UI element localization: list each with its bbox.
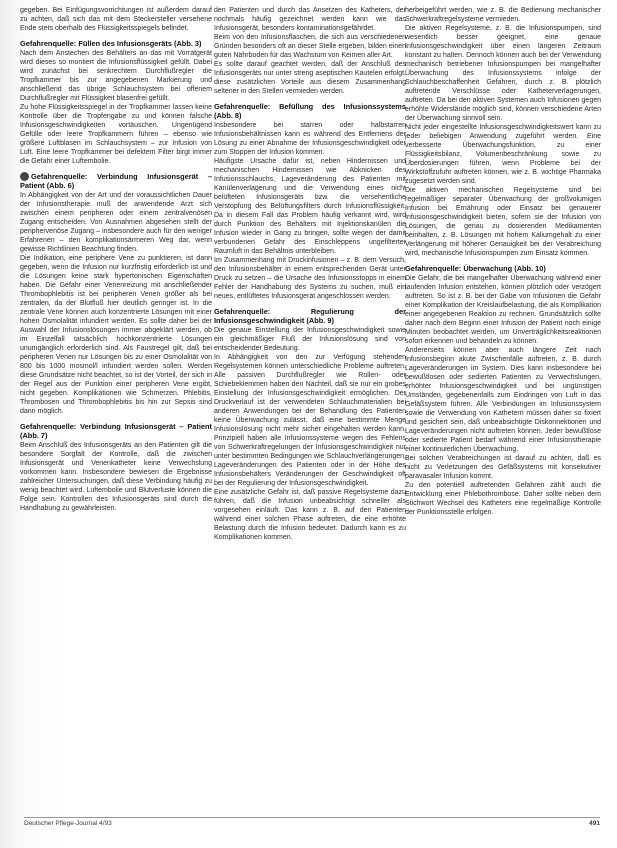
body-paragraph: In Abhängigkeit von der Art und der voraussichtlichen Dauer der Infusionstherapie muß der anwendende Arzt sich zwischen einem peripheren oder einem zentralvenösen Zugang entscheiden. Von Ausnahmen abgesehen stellt der periphervenöse Zugang – insbesondere auch für den weniger Erfahrenen – den komplikationsärmeren Weg dar, wenn gewisse Richtlinien Beachtung finden. — [20, 192, 212, 253]
section-heading-text: Gefahrenquelle: Verbindung Infusionsgerät – Patient (Abb. 6) — [20, 172, 212, 190]
body-paragraph: herbeigeführt werden, wie z. B. die Bedienung mechanischer Schwerkraftregelsysteme vermieden. — [405, 7, 601, 23]
section-heading — [405, 264, 601, 273]
body-paragraph: Beim Anschluß des Infusionsgeräts an den Patienten gilt die besondere Sorgfalt der Kontrolle, daß die zwischen Infusionsgerät und Venenkatheter keine Verwechslung vorkommen kann. Insbesondere bewiesen die Ergebnisse zahlreicher Untersuchungen, daß diese Verbindung häufig zu wenig beachtet wird. Luftembolie und Blutverluste können die Folge sein. Kontrollen des Infusionsgeräts sind durch die Handhabung zu gewährleisten. — [20, 442, 212, 512]
body-paragraph: Die Gefahr, die bei mangelhafter Überwachung während einer laufenden Infusion entstehen, können plötzlich oder verzögert auftreten. So ist z. B. bei der Gabe von Infusionen die Gefahr einer Komplikation der Kreislaufbelastung, die als Komplikation einer angegebenen Reaktion zu rechnen. Grundsätzlich sollte daher nach dem Beginn einer Infusion der Patient noch einige Minuten beobachtet werden, um Unverträglichkeitsreaktionen sofort erkennen und behandeln zu können. — [405, 275, 601, 345]
body-paragraph: den Patienten und durch das Ansetzen des Katheters, der nochmals häufig gezeichnet werden kann wie das Infusionsgerät, besonders kontaminationsgefährdet. — [214, 7, 406, 32]
section-heading — [20, 172, 212, 190]
text-column-middle — [214, 6, 406, 806]
footer-rule — [24, 817, 600, 818]
body-paragraph: Die Indikation, eine periphere Vene zu punktieren, ist dann gegeben, wenn die Infusion nur kurzfristig erforderlich ist und die Lösungen keine stark hypertonischen Eigenschaften haben. Die Gefahr einer Venenreizung mit anschließender Thrombophlebitis ist bei peripheren Venen größer als bei zentralen, da der Blutfluß hier deutlich geringer ist. In die zentrale Vene können auch konzentrierte Lösungen mit einer hohen Osmolalität infundiert werden. Es sollte daher bei der Auswahl der Infusionslösungen immer abgeklärt werden, ob im Einzelfall tatsächlich hochkonzentrierte Lösungen unumgänglich erforderlich sind. Als Faustregel gilt, daß bei peripheren Venen nur Lösungen bis zu einer Osmolalität von 800 bis 1000 mosmol/l infundiert werden sollen. Werden diese Grundsätze nicht beachtet, so ist der Vorteil, der sich in der Regel aus der Punktion einer peripheren Vene ergibt, nicht gegeben. Komplikationen wie Schmerzen, Phlebitis, Thrombosen und Thrombophlebitis bis hin zur Sepsis sind dann möglich. — [20, 255, 212, 415]
section-heading-text: Gefahrenquelle: Verbindung Infusionsgerät – Patient (Abb. 7) — [20, 422, 212, 440]
body-paragraph: Nach dem Anstechen des Behälters an das mit Vorratgerät wird dieses so montiert die Infusionsflüssigkeit gefüllt. Dabei wird zunächst bei senkrechtem Durchflußregler die Tropfkammer bis zur angegebenen Markierung und anschließend das übrige Schlauchsystem bei offenem Durchflußregler mit Flüssigkeit blasenfrei gefüllt. — [20, 50, 212, 102]
body-paragraph: Insbesondere bei starren oder halbstarren Infusionsbehältnissen kann es während des Entfernens der Lösung zu einer Abnahme der Infusionsgeschwindigkeit oder zum Stoppen der Infusion kommen. — [214, 122, 406, 156]
section-heading-text: Gefahrenquelle: Füllen des Infusionsgeräts (Abb. 3) — [20, 39, 202, 48]
body-paragraph: Zu den potentiell auftretenden Gefahren zählt auch die Entwicklung einer Phlebothrombose. Daher sollte neben dem Stichwort Wechsel des Katheters eine regelmäßige Kontrolle der Punktionsstelle erfolgen. — [405, 482, 601, 516]
page-footer — [24, 820, 600, 832]
body-paragraph: Eine zusätzliche Gefahr ist, daß passive Regelsysteme dazu führen, daß die Infusion unbeabsichtigt schneller als vorgesehen einläuft. Das kann z. B. auf den Patienten während einer solchen Phase auftreten, die eine erhöhte Belastung durch die Infusion bedeutet. Dadurch kann es zu Komplikationen kommen. — [214, 489, 406, 541]
body-paragraph: Beim von den Infusionsflaschen, die sich aus verschiedenen Gründen besonders oft an dieser Stelle ergeben, bilden einen guten Nährboden für das Wachstum von Keimen aller Art. — [214, 34, 406, 59]
section-heading-text: Gefahrenquelle: Regulierung der Infusionsgeschwindigkeit (Abb. 9) — [214, 307, 406, 325]
body-paragraph: Es sollte darauf geachtet werden, daß der Anschluß des Infusionsgeräts nur unter streng aseptischen Kautelen erfolgt, diese zusätzlichen Vorteile aus diesem Zusammenhang seltener in den Stellen vermieden werden. — [214, 61, 406, 95]
body-paragraph: Bei solchen Verabreichungen ist darauf zu achten, daß es nicht zu Verletzungen des Gefäßsystems mit konsekutiver paravasaler Infusion kommt. — [405, 455, 601, 480]
body-paragraph: Nicht jeder eingestellte Infusionsgeschwindigkeitswert kann zu jeder beliebigen Anwendung zugeführt werden. Eine verbesserte Überwachungsfunktion, zu einer Flüssigkeitsbilanz, Volumenbeschränkung sowie zu Überdosierungen führen, wenn Probleme bei der Wirkstoffzufuhr auftreten können, wie z. B. wichtige Pharmaka zugesetzt werden sind. — [405, 124, 601, 185]
section-bullet-icon — [20, 172, 29, 181]
body-paragraph: Andererseits können aber auch längere Zeit nach Infusionsbeginn akute Zwischenfälle auftreten, z. B. durch Lageveränderungen im System. Dies kann insbesondere bei bewußtlosen oder sedierten Patienten zu Verwechslungen, erhöhter Infusionsgeschwindigkeit und bei ungünstigen Umständen, gegebenenfalls zum Eindringen von Luft in das Gefäßsystem führen. Alle Verbindungen im Infusionssystem sowie die Verwendung von Kathetern müssen daher so fixiert und gesichert sein, daß unbeabsichtigte Diskonnektionen und Lageveränderungen nicht auftreten können. Jeder bewußtlose oder sedierte Patient bedarf während einer Infusionstherapie einer kontinuierlichen Überwachung. — [405, 347, 601, 453]
text-column-right — [405, 6, 601, 806]
section-heading-text: Gefahrenquelle: Befüllung des Infusionssystems (Abb. 8) — [214, 102, 406, 120]
text-column-left — [20, 6, 212, 806]
body-paragraph: Häufigste Ursache dafür ist, neben Hindernissen und mechanischen Hindernissen wie Abknicken des Infusionsschlauchs, Lageveränderung des Patienten mit Kanülenverlagerung und die Verwendung eines nicht belüfteten Infusionsgeräts bzw. die versehentliche Verstopfung des Belüftungsfilters durch Infusionsflüssigkeit. Da in diesem Fall das Problem häufig verkannt wird, wird durch Punktion des Behälters mit Injektionskanülen die Infusion wieder in Gang zu bringen, sollte wegen der damit verbundenen Gefahr des Einschleppens ungefilterter Raumluft in das Behältnis unterbleiben. — [214, 158, 406, 255]
page-number: 491 — [589, 820, 600, 827]
section-heading — [20, 422, 212, 440]
body-paragraph: Die aktiven mechanischen Regelsysteme sind bei regelmäßiger separater Überwachung der großvolumigen Infusion bei Ernährung oder Einsatz bei genauerer Infusionsgeschwindigkeit bieten, sofern sie der Infusion von Lösungen, die genau zu dosierenden Medikamenten beinhalten, z. B. Lösungen mit hohem Kaliumgehalt zu einer Verlängerung mit höherer Genauigkeit bei der Verabreichung wird, mechanische Infusionspumpen zum Einsatz kommen. — [405, 187, 601, 257]
body-paragraph: Die aktiven Regelsysteme, z. B. die Infusionspumpen, sind wesentlich besser geeignet, eine genaue Infusionsgeschwindigkeit über einen längeren Zeitraum konstant zu halten. Dennoch können auch bei der Verwendung mechanisch betriebener Infusionspumpen bei mangelhafter Überwachung des Infusionssystems infolge der Schlauchbeschaffenheit Gefahren, durch z. B. plötzlich auftretende Verschlüsse oder Katheterverlagerungen, auftreten. Da bei den aktiven Systemen auch Infusionen gegen erhöhte Widerstände möglich sind, können verschiedene Arten der Überwachung sinnvoll sein. — [405, 25, 601, 122]
section-heading — [214, 102, 406, 120]
section-heading-text: Gefahrenquelle: Überwachung (Abb. 10) — [405, 264, 546, 273]
body-paragraph: gegeben. Bei Einfügungsvorrichtungen ist außerdem darauf zu achten, daß sich das mit dem Steckersteller versehene Ende stets oberhalb des Flüssigkeitsspiegels befindet. — [20, 7, 212, 32]
section-heading — [214, 307, 406, 325]
footer-journal-label: Deutscher Pflege-Journal 4/93 — [24, 820, 112, 827]
body-paragraph: In Abhängigkeit von den zur Verfügung stehenden Regelsystemen können unterschiedliche Probleme auftreten. Alle passiven Durchflußregler wie Rollen- oder Schiebeklemmen haben den Nachteil, daß sie nur ein grobes Einstellung der Infusionsgeschwindigkeit ermöglichen. Der Druckverlauf ist der verwendeten Schlauchmaterialien bei anderen Anwendungen bei der Behandlung des Patienten keine Überwachung zulässt, daß eine bestimmte Menge Infusionslösung nicht mehr sicher eingehalten werden kann. Prinzipiell haben alle Infusionssysteme wegen des Fehlens von Schwerkraftregelungen der Infusionsgeschwindigkeit nur unter bestimmten Bedingungen wie Schlauchverlängerungen, Lageveränderungen des Patienten oder in der Höhe des Infusionsbehälters Veränderungen der Geschwindigkeit oft bei der Regulierung der Infusionsgeschwindigkeit. — [214, 354, 406, 487]
body-paragraph: Zu hohe Flüssigkeitsspiegel in der Tropfkammer lassen keine Kontrolle über die Tropfengabe zu und können falsche Infusionsgeschwindigkeiten vortäuschen. Ungenügend Gefülle oder leere Tropfkammern führen – ebenso wie größere Luftblasen im Schlauchsystem – zur Infusion von Luft. Eine leere Tropfkammer bei defektem Filter birgt immer die Gefahr einer Luftembolie. — [20, 104, 212, 165]
body-paragraph: Die genaue Einstellung der Infusionsgeschwindigkeit sowie ein gleichmäßiger Fluß der Infusionslösung sind von entscheidender Bedeutung. — [214, 327, 406, 352]
body-paragraph: Im Zusammenhang mit Druckinfusionen – z. B. dem Versuch, den Infusionsbehälter in einem entsprechenden Gerät unter Druck zu setzen – die Ursache des Infusionsstopps in einem Fehler der Handhabung des Systems zu suchen, muß ein neues, entlüftetes Infusionsgerät angeschlossen werden. — [214, 257, 406, 300]
section-heading — [20, 39, 212, 48]
